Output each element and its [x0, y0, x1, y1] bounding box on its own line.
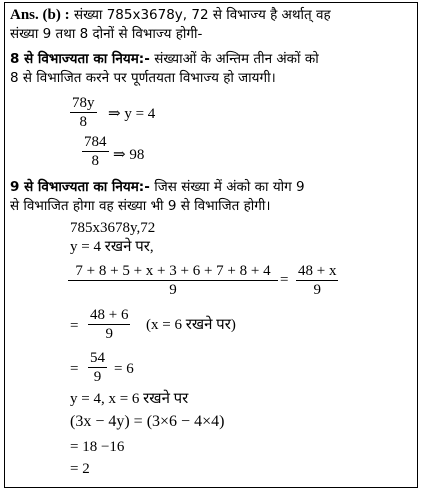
equals-sign: =: [280, 272, 289, 288]
step2-fraction: [88, 306, 130, 343]
final-result: = 2: [70, 461, 90, 477]
step2-equals: =: [70, 318, 79, 334]
rule8-fraction-2: [82, 133, 109, 170]
rule8-fraction-1: [70, 94, 97, 131]
fraction-denominator: 9: [93, 369, 102, 385]
fraction-numerator: 54: [90, 350, 105, 366]
rule9-line-1: [10, 178, 305, 196]
rhs-fraction: [296, 262, 338, 299]
y-step-text: y = 4 रखने पर,: [70, 239, 154, 255]
expression: (3x − 4y) = (3×6 − 4×4): [70, 413, 225, 430]
rule9-y-step: [70, 238, 154, 256]
fraction-numerator: 7 + 8 + 5 + x + 3 + 6 + 7 + 8 + 4: [68, 262, 278, 281]
fraction-numerator: 78y: [72, 95, 95, 111]
answer-label: Ans. (b) :: [10, 7, 70, 23]
rule8-result-2: ⇒ 98: [113, 147, 145, 163]
rule8-text-1: संख्याओं के अन्तिम तीन अंकों को: [154, 51, 319, 67]
fraction-denominator: 9: [313, 282, 321, 298]
step3-fraction: [88, 349, 107, 386]
fraction-numerator: 48 + 6: [90, 307, 129, 323]
rule9-text-1: जिस संख्या में अंको का योग 9: [154, 179, 305, 195]
put-values-line: [70, 390, 188, 408]
fraction-denominator: 8: [79, 114, 87, 130]
fraction-denominator: 8: [91, 153, 99, 169]
sum-fraction: [68, 262, 278, 299]
rule8-result-1: ⇒ y = 4: [108, 106, 156, 122]
difference: = 18 −16: [70, 439, 125, 455]
rule8-text-2: 8 से विभाजित करने पर पूर्णतयता विभाज्य हो जायगी।: [10, 70, 276, 86]
step2-note: [146, 316, 236, 334]
fraction-numerator: 784: [84, 134, 107, 150]
fraction-numerator: 48 + x: [298, 263, 337, 279]
answer-text-2: संख्या 9 तथा 8 दोनों से विभाज्य होगी-: [10, 26, 203, 42]
step3-equals: =: [70, 361, 79, 377]
rule9-title: 9 से विभाज्यता का नियम:-: [10, 179, 150, 195]
answer-line-1: [10, 6, 331, 24]
rule9-text-2: से विभाजित होगा वह संख्या भी 9 से विभाजित होगी।: [10, 198, 271, 214]
rule8-line-1: [10, 50, 319, 68]
rule8-title: 8 से विभाज्यता का नियम:-: [10, 51, 150, 67]
rule9-number: 785x3678y,72: [70, 220, 156, 236]
put-values-text: y = 4, x = 6 रखने पर: [70, 391, 189, 407]
fraction-denominator: 9: [169, 282, 177, 298]
answer-text-1: संख्या 785x3678y, 72 से विभाज्य है अर्थात् वह: [74, 7, 331, 23]
step3-result: = 6: [114, 361, 134, 377]
step2-note-text: (x = 6 रखने पर): [146, 317, 236, 333]
fraction-denominator: 9: [105, 326, 113, 342]
